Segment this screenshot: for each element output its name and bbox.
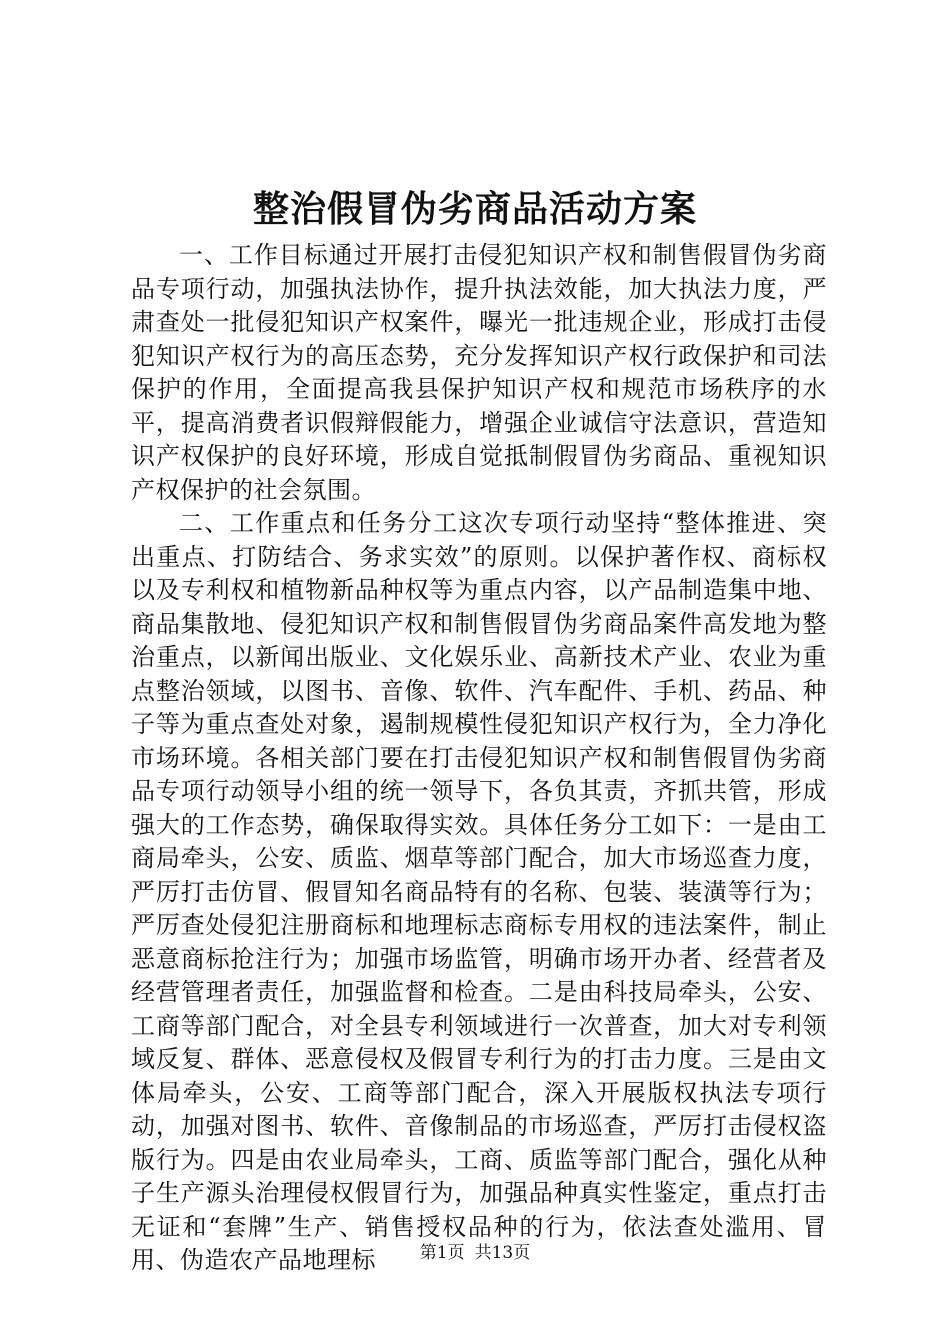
paragraph-work-goal: 一、工作目标通过开展打击侵犯知识产权和制售假冒伪劣商品专项行动，加强执法协作，提升执法效能，加大执法力度，严肃查处一批侵犯知识产权案件，曝光一批违规企业，形成打击侵犯知识产权行为的高压态势，充分发挥知识产权行政保护和司法保护的作用，全面提高我县保护知识产权和规范市场秩序的水平，提高消费者识假辩假能力，增强企业诚信守法意识，营造知识产权保护的良好环境，形成自觉抵制假冒伪劣商品、重视知识产权保护的社会氛围。 [131,241,827,504]
document-title: 整治假冒伪劣商品活动方案 [252,188,697,230]
paragraph-work-focus: 二、工作重点和任务分工这次专项行动坚持“整体推进、突出重点、打防结合、务求实效”的原则。以保护著作权、商标权以及专利权和植物新品种权等为重点内容，以产品制造集中地、商品集散地、侵犯知识产权和制售假冒伪劣商品案件高发地为整治重点，以新闻出版业、文化娱乐业、高新技术产业、农业为重点整治领域，以图书、音像、软件、汽车配件、手机、药品、种子等为重点查处对象，遏制规模性侵犯知识产权行为，全力净化市场环境。各相关部门要在打击侵犯知识产权和制售假冒伪劣商品专项行动领导小组的统一领导下，各负其责，齐抓共管，形成强大的工作态势，确保取得实效。具体任务分工如下：一是由工商局牵头，公安、质监、烟草等部门配合，加大市场巡查力度，严厉打击仿冒、假冒知名商品特有的名称、包装、装潢等行为；严厉查处侵犯注册商标和地理标志商标专用权的违法案件，制止恶意商标抢注行为；加强市场监管，明确市场开办者、经营者及经营管理者责任，加强监督和检查。二是由科技局牵头，公安、工商等部门配合，对全县专利领域进行一次普查，加大对专利领域反复、群体、恶意侵权及假冒专利行为的打击力度。三是由文体局牵头，公安、工商等部门配合，深入开展版权执法专项行动，加强对图书、软件、音像制品的市场巡查，严厉打击侵权盗版行为。四是由农业局牵头，工商、质监等部门配合，强化从种子生产源头治理侵权假冒行为，加强品种真实性鉴定，重点打击无证和“套牌”生产、销售授权品种的行为，依法查处滥用、冒用、伪造农产品地理标 [131,509,827,1274]
page-total: 共13页 [474,1243,531,1263]
page-footer [0,1241,950,1265]
page-number: 第1页 [419,1243,465,1263]
document-body [131,239,827,1278]
